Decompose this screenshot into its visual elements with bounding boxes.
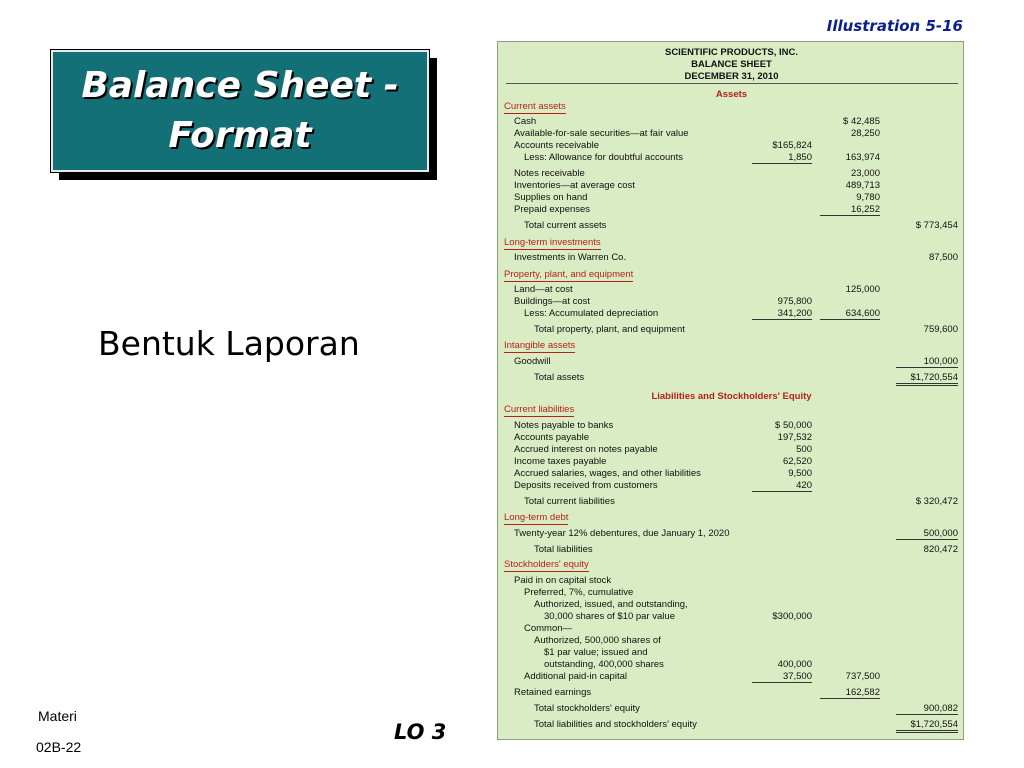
line-label: Total property, plant, and equipment bbox=[534, 324, 685, 335]
amount: $300,000 bbox=[772, 611, 812, 622]
amount: 37,500 bbox=[752, 671, 812, 683]
amount: 900,082 bbox=[896, 703, 958, 715]
line-item bbox=[498, 308, 965, 320]
line-item bbox=[498, 611, 965, 623]
line-label: Accounts receivable bbox=[514, 140, 600, 151]
statement-date: DECEMBER 31, 2010 bbox=[684, 71, 779, 82]
line-label: $1 par value; issued and bbox=[544, 647, 648, 658]
line-item bbox=[498, 252, 965, 264]
line-item bbox=[498, 671, 965, 683]
line-item bbox=[498, 116, 965, 128]
line-label: Total liabilities bbox=[534, 544, 593, 555]
total-row bbox=[498, 220, 965, 232]
amount: 100,000 bbox=[896, 356, 958, 368]
amount: 87,500 bbox=[928, 252, 958, 263]
line-item bbox=[498, 128, 965, 140]
line-label: Less: Accumulated depreciation bbox=[524, 308, 659, 319]
amount: 23,000 bbox=[850, 168, 880, 179]
line-item bbox=[498, 180, 965, 192]
statement-name: BALANCE SHEET bbox=[691, 59, 772, 70]
line-label: Retained earnings bbox=[514, 687, 592, 698]
total-row bbox=[498, 324, 965, 336]
amount: 737,500 bbox=[845, 671, 880, 682]
amount: 489,713 bbox=[845, 180, 880, 191]
liabilities-heading: Liabilities and Stockholders' Equity bbox=[651, 391, 812, 402]
footer-materi: Materi bbox=[38, 708, 77, 724]
line-label: Common— bbox=[524, 623, 573, 634]
amount: $ 50,000 bbox=[775, 420, 812, 431]
line-label: Paid in on capital stock bbox=[514, 575, 612, 586]
total-row bbox=[498, 719, 965, 731]
amount: 341,200 bbox=[752, 308, 812, 320]
amount: 1,850 bbox=[752, 152, 812, 164]
line-item bbox=[498, 647, 965, 659]
line-label: Less: Allowance for doubtful accounts bbox=[524, 152, 683, 163]
line-item bbox=[498, 480, 965, 492]
slide-title-line-1: Balance Sheet - bbox=[81, 65, 399, 106]
line-label: Additional paid-in capital bbox=[524, 671, 627, 682]
total-row bbox=[498, 496, 965, 508]
line-label: Cash bbox=[514, 116, 537, 127]
line-item bbox=[498, 192, 965, 204]
line-label: Inventories—at average cost bbox=[514, 180, 635, 191]
line-item bbox=[498, 140, 965, 152]
amount: 400,000 bbox=[777, 659, 812, 670]
line-label: Prepaid expenses bbox=[514, 204, 591, 215]
learning-objective: LO 3 bbox=[394, 720, 447, 744]
line-label: Deposits received from customers bbox=[514, 480, 658, 491]
line-label: Accrued salaries, wages, and other liabilities bbox=[514, 468, 701, 479]
line-label: Preferred, 7%, cumulative bbox=[524, 587, 634, 598]
line-item bbox=[498, 356, 965, 368]
amount: 500,000 bbox=[896, 528, 958, 540]
category-intangible-assets: Intangible assets bbox=[504, 340, 576, 351]
line-label: Twenty-year 12% debentures, due January 1, 2020 bbox=[514, 528, 730, 539]
line-item bbox=[498, 659, 965, 671]
line-item bbox=[498, 168, 965, 180]
line-label: Total current assets bbox=[524, 220, 607, 231]
line-label: 30,000 shares of $10 par value bbox=[544, 611, 675, 622]
line-item bbox=[498, 420, 965, 432]
amount: 9,780 bbox=[856, 192, 880, 203]
subtitle: Bentuk Laporan bbox=[98, 324, 360, 363]
amount: 197,532 bbox=[777, 432, 812, 443]
line-label: outstanding, 400,000 shares bbox=[544, 659, 664, 670]
line-item bbox=[498, 599, 965, 611]
category-current-liabilities: Current liabilities bbox=[504, 404, 575, 415]
amount: $ 42,485 bbox=[843, 116, 880, 127]
amount: $1,720,554 bbox=[896, 719, 958, 733]
line-item bbox=[498, 432, 965, 444]
line-item bbox=[498, 468, 965, 480]
amount: 162,582 bbox=[820, 687, 880, 699]
line-label: Available-for-sale securities—at fair value bbox=[514, 128, 689, 139]
amount: $ 320,472 bbox=[915, 496, 958, 507]
amount: 759,600 bbox=[923, 324, 958, 335]
line-item bbox=[498, 296, 965, 308]
company-name: SCIENTIFIC PRODUCTS, INC. bbox=[664, 47, 798, 58]
line-label: Buildings—at cost bbox=[514, 296, 591, 307]
line-label: Income taxes payable bbox=[514, 456, 607, 467]
line-label: Accrued interest on notes payable bbox=[514, 444, 658, 455]
total-row bbox=[498, 703, 965, 715]
line-label: Total liabilities and stockholders' equity bbox=[534, 719, 697, 730]
illustration-label: Illustration 5-16 bbox=[826, 17, 963, 35]
line-label: Authorized, issued, and outstanding, bbox=[534, 599, 688, 610]
line-label: Supplies on hand bbox=[514, 192, 588, 203]
amount: 9,500 bbox=[788, 468, 812, 479]
slide-title-box bbox=[51, 50, 429, 172]
amount: $165,824 bbox=[772, 140, 812, 151]
amount: 28,250 bbox=[850, 128, 880, 139]
assets-heading: Assets bbox=[715, 89, 748, 100]
line-label: Total assets bbox=[534, 372, 585, 383]
line-item bbox=[498, 587, 965, 599]
amount: 500 bbox=[796, 444, 812, 455]
line-label: Notes receivable bbox=[514, 168, 585, 179]
line-item bbox=[498, 635, 965, 647]
category-current-assets: Current assets bbox=[504, 101, 566, 112]
amount: 125,000 bbox=[845, 284, 880, 295]
amount: 975,800 bbox=[777, 296, 812, 307]
total-row bbox=[498, 372, 965, 384]
line-item bbox=[498, 456, 965, 468]
total-row bbox=[498, 544, 965, 556]
line-item bbox=[498, 575, 965, 587]
category-stockholders-equity: Stockholders' equity bbox=[504, 559, 589, 570]
line-item bbox=[498, 152, 965, 164]
amount: 634,600 bbox=[820, 308, 880, 320]
line-item bbox=[498, 528, 965, 540]
line-item bbox=[498, 284, 965, 296]
category-ppe: Property, plant, and equipment bbox=[504, 269, 634, 280]
line-label: Goodwill bbox=[514, 356, 551, 367]
balance-sheet bbox=[497, 41, 964, 740]
amount: $ 773,454 bbox=[915, 220, 958, 231]
line-item bbox=[498, 444, 965, 456]
amount: 163,974 bbox=[845, 152, 880, 163]
category-long-term-debt: Long-term debt bbox=[504, 512, 569, 523]
line-item bbox=[498, 623, 965, 635]
amount: $1,720,554 bbox=[896, 372, 958, 386]
amount: 420 bbox=[752, 480, 812, 492]
amount: 820,472 bbox=[923, 544, 958, 555]
category-long-term-investments: Long-term investments bbox=[504, 237, 601, 248]
line-item bbox=[498, 204, 965, 216]
line-label: Accounts payable bbox=[514, 432, 589, 443]
line-label: Total current liabilities bbox=[524, 496, 615, 507]
line-label: Total stockholders' equity bbox=[534, 703, 640, 714]
line-label: Notes payable to banks bbox=[514, 420, 614, 431]
amount: 62,520 bbox=[782, 456, 812, 467]
line-label: Authorized, 500,000 shares of bbox=[534, 635, 661, 646]
line-item bbox=[498, 687, 965, 699]
line-label: Investments in Warren Co. bbox=[514, 252, 627, 263]
amount: 16,252 bbox=[820, 204, 880, 216]
line-label: Land—at cost bbox=[514, 284, 573, 295]
footer-page-number: 02B-22 bbox=[36, 739, 82, 755]
header-rule bbox=[506, 83, 958, 84]
slide-title-line-2: Format bbox=[168, 115, 312, 156]
